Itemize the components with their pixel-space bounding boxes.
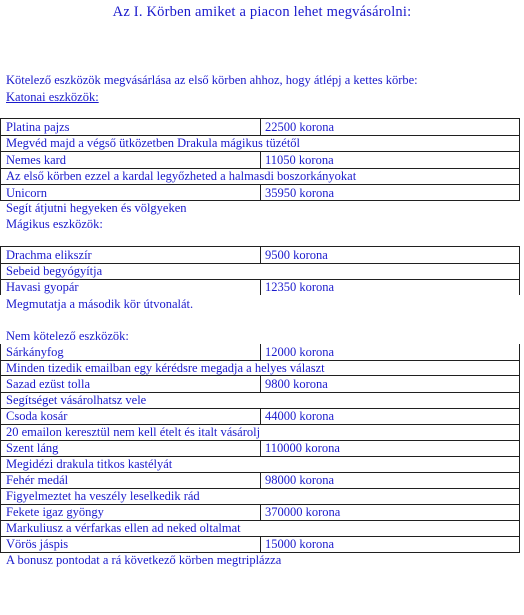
item-name: Unicorn bbox=[6, 186, 47, 200]
item-name: Nemes kard bbox=[6, 153, 67, 167]
table-border bbox=[0, 344, 1, 552]
item-price: 12350 korona bbox=[265, 280, 335, 294]
item-price: 110000 korona bbox=[265, 441, 340, 455]
column-divider bbox=[260, 472, 261, 488]
item-name: Havasi gyopár bbox=[6, 280, 79, 294]
column-divider bbox=[260, 408, 261, 424]
table-border bbox=[0, 118, 1, 200]
section-heading-military: Katonai eszközök: bbox=[6, 90, 99, 104]
table-border bbox=[519, 344, 520, 552]
column-divider bbox=[260, 118, 261, 135]
item-price: 9500 korona bbox=[265, 248, 328, 262]
intro-text: Kötelező eszközök megvásárlása az első körben ahhoz, hogy átlépj a kettes körbe: bbox=[6, 73, 418, 87]
section-heading-magic: Mágikus eszközök: bbox=[6, 217, 103, 231]
item-description: Markuliusz a vérfarkas ellen ad neked oltalmat bbox=[6, 521, 241, 535]
column-divider bbox=[260, 184, 261, 200]
table-border bbox=[519, 246, 520, 295]
item-name: Sárkányfog bbox=[6, 345, 64, 359]
column-divider bbox=[260, 504, 261, 520]
item-price: 35950 korona bbox=[265, 186, 335, 200]
item-description: Segít átjutni hegyeken és völgyeken bbox=[6, 201, 187, 215]
item-description: Az első körben ezzel a kardal legyőzheted a halmasdi boszorkányokat bbox=[6, 169, 357, 183]
item-name: Platina pajzs bbox=[6, 120, 70, 134]
item-description: A bonusz pontodat a rá következő körben megtriplázza bbox=[6, 553, 282, 567]
item-description: Segítséget vásárolhatsz vele bbox=[6, 393, 147, 407]
item-name: Csoda kosár bbox=[6, 409, 68, 423]
item-price: 98000 korona bbox=[265, 473, 335, 487]
item-description: Megvéd majd a végső ütközetben Drakula mágikus tüzétől bbox=[6, 136, 301, 150]
column-divider bbox=[260, 344, 261, 360]
item-name: Sazad ezüst tolla bbox=[6, 377, 90, 391]
item-name: Vörös jáspis bbox=[6, 537, 69, 551]
column-divider bbox=[260, 151, 261, 168]
column-divider bbox=[260, 375, 261, 392]
item-name: Drachma elikszír bbox=[6, 248, 92, 262]
item-description: 20 emailon keresztül nem kell ételt és italt vásárolj bbox=[6, 425, 261, 439]
column-divider bbox=[260, 440, 261, 456]
item-description: Figyelmeztet ha veszély leselkedik rád bbox=[6, 489, 200, 503]
table-border bbox=[0, 246, 1, 295]
item-description: Sebeid begyógyítja bbox=[6, 264, 103, 278]
item-name: Fehér medál bbox=[6, 473, 69, 487]
column-divider bbox=[260, 536, 261, 552]
item-name: Szent láng bbox=[6, 441, 59, 455]
item-price: 12000 korona bbox=[265, 345, 335, 359]
column-divider bbox=[260, 279, 261, 295]
item-name: Fekete igaz gyöngy bbox=[6, 505, 104, 519]
item-price: 22500 korona bbox=[265, 120, 335, 134]
table-border bbox=[519, 118, 520, 200]
item-description: Minden tizedik emailban egy kérédsre megadja a helyes választ bbox=[6, 361, 325, 375]
page-title: Az I. Körben amiket a piacon lehet megvásárolni: bbox=[112, 4, 412, 20]
column-divider bbox=[260, 246, 261, 263]
item-price: 9800 korona bbox=[265, 377, 328, 391]
item-price: 44000 korona bbox=[265, 409, 335, 423]
item-price: 370000 korona bbox=[265, 505, 341, 519]
item-description: Megidézi drakula titkos kastélyát bbox=[6, 457, 173, 471]
section-heading-optional: Nem kötelező eszközök: bbox=[6, 329, 129, 343]
item-price: 15000 korona bbox=[265, 537, 335, 551]
item-description: Megmutatja a második kör útvonalát. bbox=[6, 297, 194, 311]
item-price: 11050 korona bbox=[265, 153, 334, 167]
